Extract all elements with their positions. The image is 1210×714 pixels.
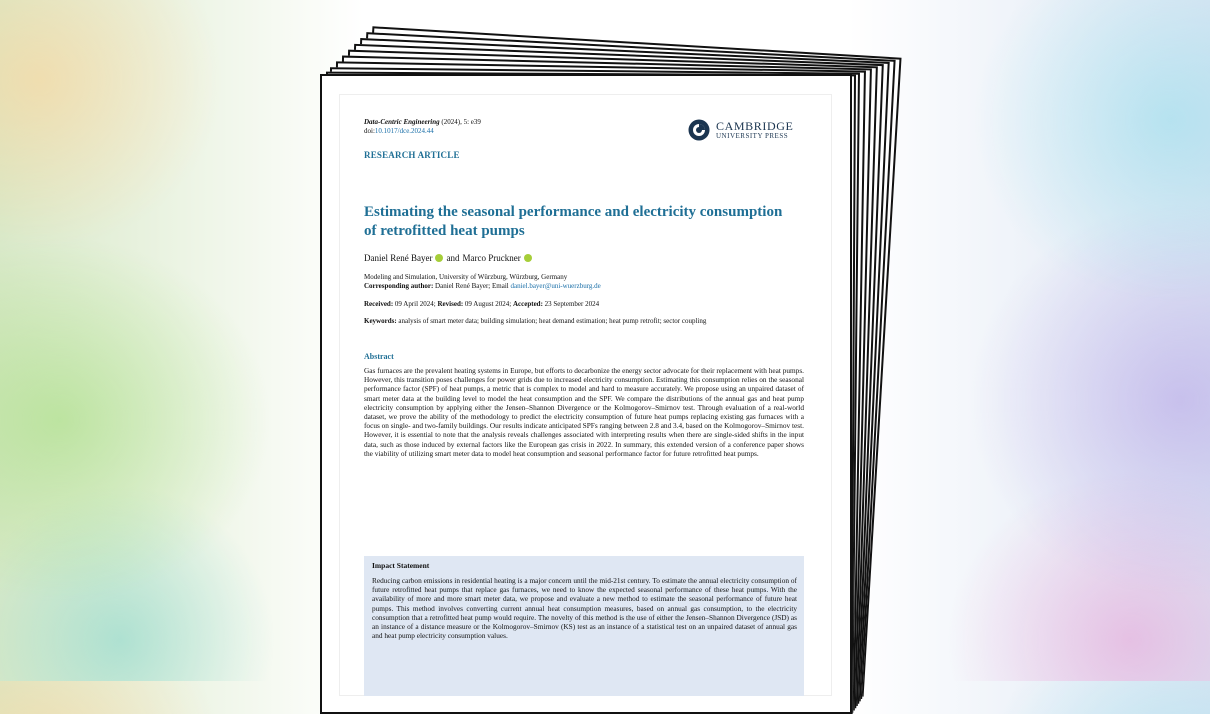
orcid-icon[interactable] bbox=[435, 254, 443, 262]
abstract-heading: Abstract bbox=[364, 352, 394, 361]
accepted-label: Accepted: bbox=[512, 300, 543, 308]
revised-date: 09 August 2024; bbox=[464, 300, 512, 308]
publisher-name: CAMBRIDGE bbox=[716, 118, 794, 133]
orcid-icon[interactable] bbox=[524, 254, 532, 262]
impact-body: Reducing carbon emissions in residential heating is a major concern until the mid-21st century. To estimate the annual electricity consumption of future retrofitted heat pumps that replace gas furnaces, we need to know the expected seasonal performance of these heat pumps. With the availability of more and more smart meter data, we propose and evaluate a new method to estimate the seasonal performance of future heat pumps. This method involves converting current annual heat consumption measures, based on annual gas consumption, to the electricity consumption that a retrofitted heat pump would require. The novelty of this method is the use of either the Jensen–Shannon Divergence (JSD) as an instance of a distance measure or the Kolmogorov–Smirnov (KS) test as an instance of a statistical test on an unpaired dataset of annual gas and heat pump electricity consumption values. bbox=[372, 576, 797, 641]
article-type: RESEARCH ARTICLE bbox=[364, 150, 460, 160]
corresponding-text: Daniel René Bayer; Email bbox=[435, 282, 509, 290]
cambridge-shield-icon bbox=[688, 118, 710, 142]
received-label: Received: bbox=[364, 300, 394, 308]
received-date: 09 April 2024; bbox=[394, 300, 436, 308]
journal-volume: (2024), 5: e39 bbox=[441, 118, 481, 126]
author-connector: and bbox=[446, 253, 460, 263]
revised-label: Revised: bbox=[437, 300, 464, 308]
publisher-logo bbox=[688, 116, 808, 144]
corresponding-label: Corresponding author: bbox=[364, 282, 434, 290]
doi-link[interactable]: 10.1017/dce.2024.44 bbox=[374, 127, 434, 135]
email-link[interactable]: daniel.bayer@uni-wuerzburg.de bbox=[510, 282, 601, 290]
abstract-body: Gas furnaces are the prevalent heating systems in Europe, but efforts to decarbonize the energy sector advocate for their replacement with heat pumps. However, this transition poses challenges for power grids due to increased electricity consumption. Estimating this consumption relies on the seasonal performance factor (SPF) of heat pumps, a metric that is complex to model and hard to measure accurately. We propose using an unpaired dataset of smart meter data at the building level to model the heat consumption and the SPF. We compare the distributions of the annual gas and heat pump electricity consumption by applying either the Jensen–Shannon Divergence or the Kolmogorov–Smirnov test. Through evaluation of a real-world dataset, we prove the ability of the methodology to predict the electricity consumption of future heat pumps replacing existing gas furnaces with a focus on single- and two-family buildings. Our results indicate anticipated SPFs ranging between 2.8 and 3.4, based on the Kolmogorov–Smirnov test. However, it is essential to note that the analysis reveals challenges associated with interpreting results when there are single-sided shifts in the input data, such as those induced by external factors like the European gas crisis in 2022. In summary, this extended version of a conference paper shows the viability of utilizing smart meter data to model heat consumption and seasonal performance factor for future retrofitted heat pumps. bbox=[364, 366, 804, 458]
doi-prefix: doi: bbox=[364, 127, 375, 135]
impact-heading: Impact Statement bbox=[372, 561, 430, 570]
affiliation-block bbox=[364, 273, 814, 291]
journal-citation bbox=[364, 118, 481, 136]
paper-title: Estimating the seasonal performance and electricity consumption of retrofitted heat pumps bbox=[364, 204, 783, 239]
author-2: Marco Pruckner bbox=[462, 253, 521, 263]
author-list bbox=[364, 253, 532, 263]
accepted-date: 23 September 2024 bbox=[544, 300, 600, 308]
keywords-label: Keywords: bbox=[364, 317, 397, 325]
journal-name: Data-Centric Engineering bbox=[364, 118, 440, 126]
publisher-subname: UNIVERSITY PRESS bbox=[716, 131, 789, 140]
keywords-text: analysis of smart meter data; building simulation; heat demand estimation; heat pump retrofit; sector coupling bbox=[398, 317, 707, 325]
affiliation: Modeling and Simulation, University of Würzburg, Würzburg, Germany bbox=[364, 273, 568, 281]
keywords bbox=[364, 317, 809, 325]
article-dates bbox=[364, 300, 599, 308]
author-1: Daniel René Bayer bbox=[364, 253, 433, 263]
